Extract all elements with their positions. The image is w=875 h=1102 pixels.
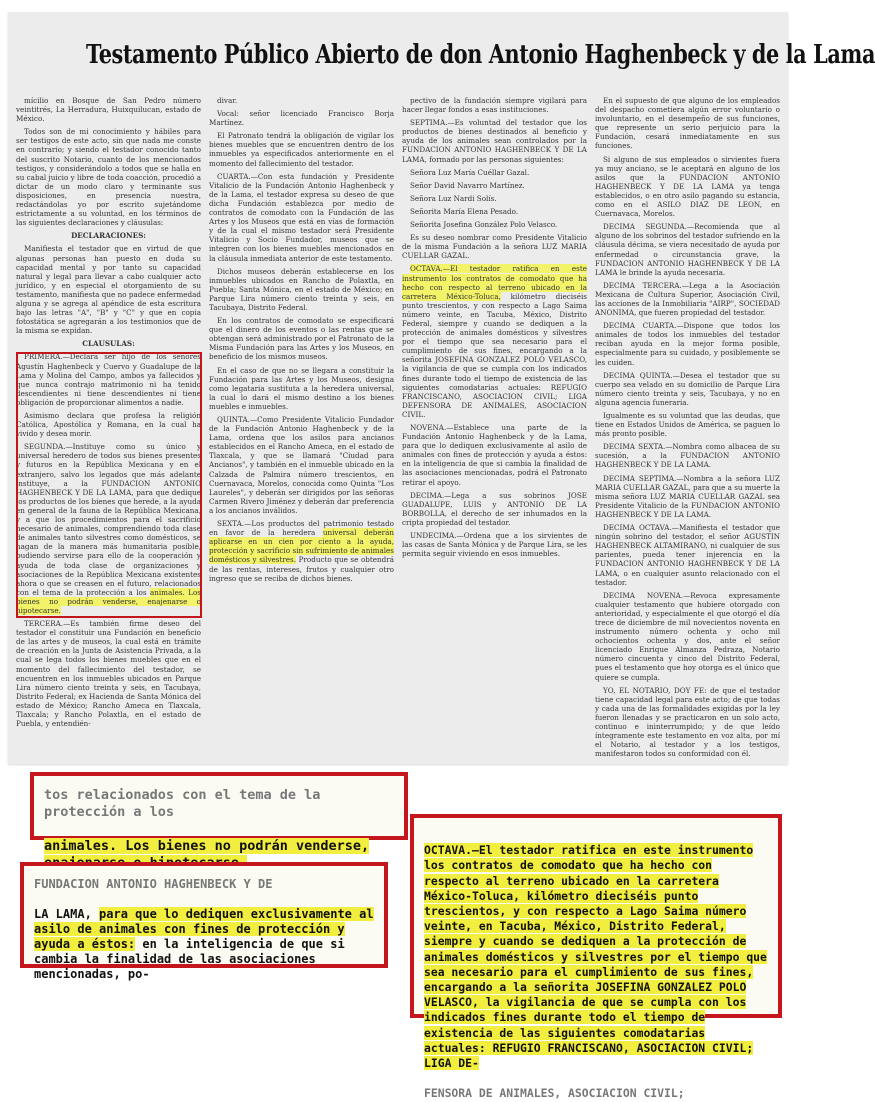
paragraph: Igualmente es su voluntad que las deudas, que tiene en Estados Unidos de América, se paguen lo más pronto posible.: [595, 411, 780, 439]
paragraph: YO, EL NOTARIO, DOY FE: de que el testador tiene capacidad legal para este acto; de que todas y cada una de las formalidades exigidas por la ley fueron llenadas y se practicaron en un solo acto, continuo e ininterrumpido; y de que leído íntegramente este testamento en voz alta, por mí el Notario, al testador y a los testigos, manifestaron todos su conformidad con él.: [595, 685, 780, 759]
highlighted-phrase: universal deberán aplicarse en un cien por ciento a la ayuda, protección y sacrificio sin sufrimiento de animales domésticos y silvestres.: [209, 528, 394, 565]
excerpt-cut-line: tos relacionados con el tema de la protección a los: [44, 787, 321, 820]
paragraph: DECIMA SEPTIMA.—Nombra a la señora LUZ MARIA CUELLAR GAZAL, para que a su muerte la misma señora LUZ MARIA CUELLAR GAZAL sea Presidente Vitalicio de la FUNDACION ANTONIO HAGHENBECK Y DE LA LAMA.: [595, 473, 780, 519]
paragraph: El Patronato tendrá la obligación de vigilar los bienes muebles que se encuentren dentro de los inmuebles ya especificados anteriormente en el momento del fallecimiento del testador.: [209, 131, 394, 168]
paragraph: Señorita María Elena Pesado.: [410, 206, 519, 216]
column-3: [402, 96, 587, 752]
paragraph: Manifiesta el testador que en virtud de que algunas personas han puesto en duda su capacidad mental y por tanto su capacidad natural y legal para llevar a cabo cualquier acto jurídico, y en especial el otorgamiento de su testamento, manifiesta que no padece enfermedad alguna y se agrega al apéndice de esta escritura bajo las letras "A", "B" y "C" y que en copia fotostática se agregarán a los testimonios que de la misma se expidan.: [16, 244, 201, 336]
paragraph: Dichos museos deberán establecerse en los inmuebles ubicados en Rancho de Polaxtla, en Puebla; Santa Mónica, en el estado de México; en Parque Lira número ciento treinta y seis, en Tacubaya, Distrito Federal.: [209, 266, 394, 312]
article-columns: [16, 96, 780, 759]
paragraph: Señorita Josefina González Polo Velasco.: [410, 220, 558, 230]
paragraph: DECIMA CUARTA.—Dispone que todos los animales de todos los inmuebles del testador reciban ayuda en la mejor forma posible, especialmente para su cuidado, y posiblemente se les cuiden.: [595, 321, 780, 367]
paragraph: mícilio en Bosque de San Pedro número veintitrés, La Herradura, Huixquilucan, estado de México.: [16, 96, 201, 124]
paragraph: QUINTA.—Como Presidente Vitalicio Fundador de la Fundación Antonio Haghenbeck y de la Lama, ordena que los asilos para ancianos establecidos en el Rancho Ameca, en el estado de Tlaxcala, y que se llamará "Ciudad para Ancianos", y también en el inmueble ubicado en la Calzada de Palmira número trescientos, en Cuernavaca, Morelos, conocida como Quinta "Los Laureles", y deberán ser dirigidos por las señoras Carmen Rivero Jiménez y deberán dar preferencia a los ancianos inválidos.: [209, 415, 394, 515]
paragraph: Señora Luz María Cuéllar Gazal.: [410, 167, 530, 177]
paragraph: NOVENA.—Establece una parte de la Fundación Antonio Haghenbeck y de la Lama, para que lo dediquen exclusivamente al asilo de animales con fines de protección y ayuda a éstos: en la inteligencia de que si cambia la finalidad de las asociaciones mencionadas, podrá el Patronato retirar el apoyo.: [402, 423, 587, 487]
paragraph: SEXTA.—Los productos del patrimonio testado en favor de la heredera universal deberán aplicarse en un cien por ciento a la ayuda, protección y sacrificio sin sufrimiento de animales domésticos y silvestres. Producto que se obtendrá de las rentas, intereses, frutos y cualquier otro ingreso que se reciba de dichos bienes.: [209, 519, 395, 583]
highlighted-phrase: animales. Los bienes no podrán venderse, enajenarse o hipotecarse.: [16, 587, 201, 615]
paragraph: Señora Luz Nardi Solís.: [410, 193, 497, 203]
paragraph: OCTAVA.—El testador ratifica en este instrumento los contratos de comodato que ha hecho con respecto al terreno ubicado en la carretera México-Toluca, kilómetro dieciséis punto trescientos, y con respecto a Lago Saima número veinte, en Tacuba, México, Distrito Federal, siempre y cuando se dediquen a la protección de animales domésticos y silvestres por el tiempo que sea necesario para el cumplimiento de sus fines, encargando a la señorita JOSEFINA GONZALEZ POLO VELASCO, la vigilancia de que se cumpla con los indicados fines durante todo el tiempo de existencia de las siguientes comodatarias actuales: REFUGIO FRANCISCANO, ASOCIACION CIVIL; LIGA DEFENSORA DE ANIMALES, ASOCIACION CIVIL.: [402, 264, 587, 419]
excerpt-highlight: para que lo dediquen exclusivamente al asilo de animales con fines de protección y ayuda a éstos:: [34, 907, 374, 951]
excerpt-lead: LA LAMA,: [34, 907, 100, 921]
zoom-excerpt-octava: [410, 814, 782, 1101]
excerpt-highlight: OCTAVA.—El testador ratifica en este instrumento los contratos de comodato que ha hecho con respecto al terreno ubicado en la carretera México-Toluca, kilómetro dieciséis punto trescientos, y con respecto a Lago Saima número veinte, en Tacuba, México, Distrito Federal, siempre y cuando se dediquen a la protección de animales domésticos y silvestres por el tiempo que sea necesario para el cumplimiento de sus fines, encargando a la señorita JOSEFINA GONZALEZ POLO VELASCO, la vigilancia de que se cumpla con los indicados fines durante todo el tiempo de existencia de las siguientes comodatarias actuales: REFUGIO FRANCISCANO, ASOCIACION CIVIL; LIGA DE-: [424, 843, 767, 1071]
excerpt-tail: en la inteligencia de que si cambia la finalidad de las asociaciones mencionadas, po-: [34, 937, 345, 981]
excerpt-cut-line: FENSORA DE ANIMALES, ASOCIACION CIVIL;: [424, 1086, 685, 1101]
paragraph: SEPTIMA.—Es voluntad del testador que los productos de bienes destinados al beneficio y ayuda de los animales sean controlados por la FUNDACION ANTONIO HAGHENBECK Y DE LA LAMA, formado por las personas siguientes:: [402, 118, 587, 164]
paragraph: DECIMA.—Lega a sus sobrinos JOSE GUADALUPE, LUIS y ANTONIO DE LA BORBOLLA, el derecho de ser inhumados en la cripta propiedad del testador.: [402, 490, 587, 527]
highlighted-phrase: OCTAVA.—El testador ratifica en este instrumento los contratos de comodato que ha hecho con respecto al terreno ubicado en la carretera México-Toluca,: [402, 264, 587, 301]
paragraph: DECIMA SEGUNDA.—Recomienda que al alguno de los sobrinos del testador sufriendo en la cláusula décima, se viera necesitado de ayuda por enfermedad o circunstancia grave, la FUNDACION ANTONIO HAGHENBECK Y DE LA LAMA le brinde la ayuda necesaria.: [595, 222, 780, 277]
paragraph: Señor David Navarro Martínez.: [410, 180, 525, 190]
paragraph: En el supuesto de que alguno de los empleados del despacho cometiera algún error voluntario o involuntario, en el desempeño de sus funciones, que represente un serio perjuicio para la Fundación, cesará inmediatamente en sus funciones.: [595, 96, 780, 151]
headline: Testamento Público Abierto de don Antonio Haghenbeck y de la Lama: [86, 40, 875, 70]
paragraph: DECIMA QUINTA.—Desea el testador que su cuerpo sea velado en su domicilio de Parque Lira número ciento treinta y seis, Tacubaya, y no en alguna agencia funeraria.: [595, 370, 780, 407]
zoom-excerpt-la-lama: [20, 862, 388, 981]
paragraph: Si alguno de sus empleados o sirvientes fuera ya muy anciano, se le aceptará en alguno de los asilos que la FUNDACION ANTONIO HAGHENBECK Y DE LA LAMA ya tenga establecidos, o en otro asilo pagando su estancia, como en el ASILO DIAZ DE LEON, en Cuernavaca, Morelos.: [595, 154, 780, 219]
paragraph: DECIMA SEXTA.—Nombra como albacea de su sucesión, a la FUNDACION ANTONIO HAGHENBECK Y DE LA LAMA.: [595, 442, 780, 470]
paragraph: DECIMA TERCERA.—Lega a la Asociación Mexicana de Cultura Superior, Asociación Civil, las acciones de la Inmobiliaria "AIRP", SOCIEDAD ANONIMA, que fueren propiedad del testador.: [595, 280, 780, 318]
column-1: [16, 96, 201, 752]
column-2: [209, 96, 394, 752]
paragraph: divar.: [217, 96, 238, 105]
paragraph: En los contratos de comodato se especificará que el dinero de los eventos o las rentas que se obtengan será administrado por el Patronato de la Misma Fundación para las Artes y los Museos, en beneficio de los mismos museos.: [209, 316, 394, 362]
paragraph: Vocal: señor licenciado Francisco Borja Martínez.: [209, 109, 394, 128]
newspaper-clipping: [8, 12, 875, 764]
paragraph: En el caso de que no se llegara a constituir la Fundación para las Artes y los Museos, designa como legataria sustituta a la heredera universal, la cual lo dará el mismo destino a los bienes muebles e inmuebles.: [209, 365, 394, 411]
paragraph: Todos son de mi conocimiento y hábiles para ser testigos de este acto, sin que nada me conste en contrario; y siendo el testador conocido tanto del suscrito Notario, cuanto de los mencionados testigos, y considerándolo a todos que se halla en su cabal juicio y libre de toda coacción, procedió a dictar de un modo claro y terminante sus disposiciones, en presencia nuestra, redactándolas yo por escrito sujetándome estrictamente a su voluntad, en los términos de las siguientes declaraciones y cláusulas:: [16, 127, 201, 228]
paragraph: Asimismo declara que profesa la religión Católica, Apostólica y Romana, en la cual ha vivido y desea morir.: [16, 411, 201, 439]
excerpt-highlight: animales. Los bienes no podrán venderse,: [44, 838, 369, 871]
paragraph: PRIMERA.—Declara ser hijo de los señores Agustín Haghenbeck y Cuervo y Guadalupe de la Lama y Molina del Campo, ambos ya fallecidos y que nunca contrajo matrimonio ni ha tenido descendientes ni tiene descendientes ni tiene obligación de proporcionar alimentos a nadie.: [16, 352, 201, 407]
zoom-excerpt-animales: [30, 772, 408, 854]
section-heading: CLAUSULAS:: [82, 339, 135, 349]
paragraph: CUARTA.—Con esta fundación y Presidente Vitalicio de la Fundación Antonio Haghenbeck y de la Lama, el testador expresa su deseo de que dicha Fundación establezca por medio de contratos de comodato con la Fundación de las Artes y los Museos que está en vías de formación y de la cual el mismo testador será Presidente Vitalicio y Socio Fundador, museos que se integren con los bienes muebles mencionados en la cláusula inmediata anterior de este testamento.: [209, 171, 394, 263]
paragraph: DECIMA NOVENA.—Revoca expresamente cualquier testamento que hubiere otorgado con anterioridad, y especialmente el que otorgó el día trece de diciembre de mil novecientos noventa en instrumento número ochenta y ocho mil ochocientos ochenta y dos, ante el señor licenciado Enrique Almanza Pedraza, Notario número cincuenta y cinco del Distrito Federal, pues el testamento que hoy otorga es el único que quiere se cumpla.: [595, 590, 780, 682]
column-4: [595, 96, 780, 759]
paragraph: TERCERA.—Es también firme deseo del testador el constituir una Fundación en beneficio de las artes y de museos, la cual está en trámite de creación en la Junta de Asistencia Privada, a la cual se lega todos los bienes muebles que en el momento del fallecimiento del testador, se encuentren en los inmuebles ubicados en Parque Lira número ciento treinta y seis, en Tacubaya, Distrito Federal; ex Hacienda de Santa Mónica del estado de México; Rancho Ameca en Tlaxcala, Tlaxcala; y Rancho Polaxtla, en el estado de Puebla, y entendién-: [16, 619, 201, 729]
paragraph: pectivo de la fundación siempre vigilará para hacer llegar fondos a esas instituciones.: [402, 96, 587, 115]
paragraph: Es su deseo nombrar como Presidente Vitalicio de la misma Fundación a la señora LUZ MARIA CUELLAR GAZAL.: [402, 233, 587, 261]
paragraph: SEGUNDA.—Instituye como su único y universal heredero de todos sus bienes presentes y futuros en la República Mexicana y en el extranjero, salvo los legados que más adelante instituye, a la FUNDACION ANTONIO HAGHENBECK Y DE LA LAMA, para que dedique los productos de los bienes que herede, a la ayuda en general de la fauna de la República Mexicana, y a que los procedimientos para el sacrificio necesario de animales, comprendiendo toda clase de animales tanto silvestres como domésticos, se hagan de la manera más humanitaria posible, pudiendo servirse para ello de la cooperación y ayuda de toda clase de organizaciones y asociaciones de la República Mexicana existentes ahora o que se creasen en el futuro, relacionados con el tema de la protección a los animales. Los bienes no podrán venderse, enajenarse o hipotecarse.: [16, 442, 201, 615]
excerpt-cut-line: FUNDACION ANTONIO HAGHENBECK Y DE: [34, 877, 273, 891]
section-heading: DECLARACIONES:: [71, 231, 146, 241]
paragraph: DECIMA OCTAVA.—Manifiesta el testador que ningún sobrino del testador, el señor AGUSTIN HAGHENBECK ALTAMIRANO, ni cualquier de sus parientes, pueda tener injerencia en la FUNDACION ANTONIO HAGHENBECK Y DE LA LAMA, o en cualquier asunto relacionado con el testador.: [595, 523, 780, 587]
paragraph: UNDECIMA.—Ordena que a los sirvientes de las casas de Santa Mónica y de Parque Lira, se les permita seguir viviendo en esos inmuebles.: [402, 531, 587, 559]
